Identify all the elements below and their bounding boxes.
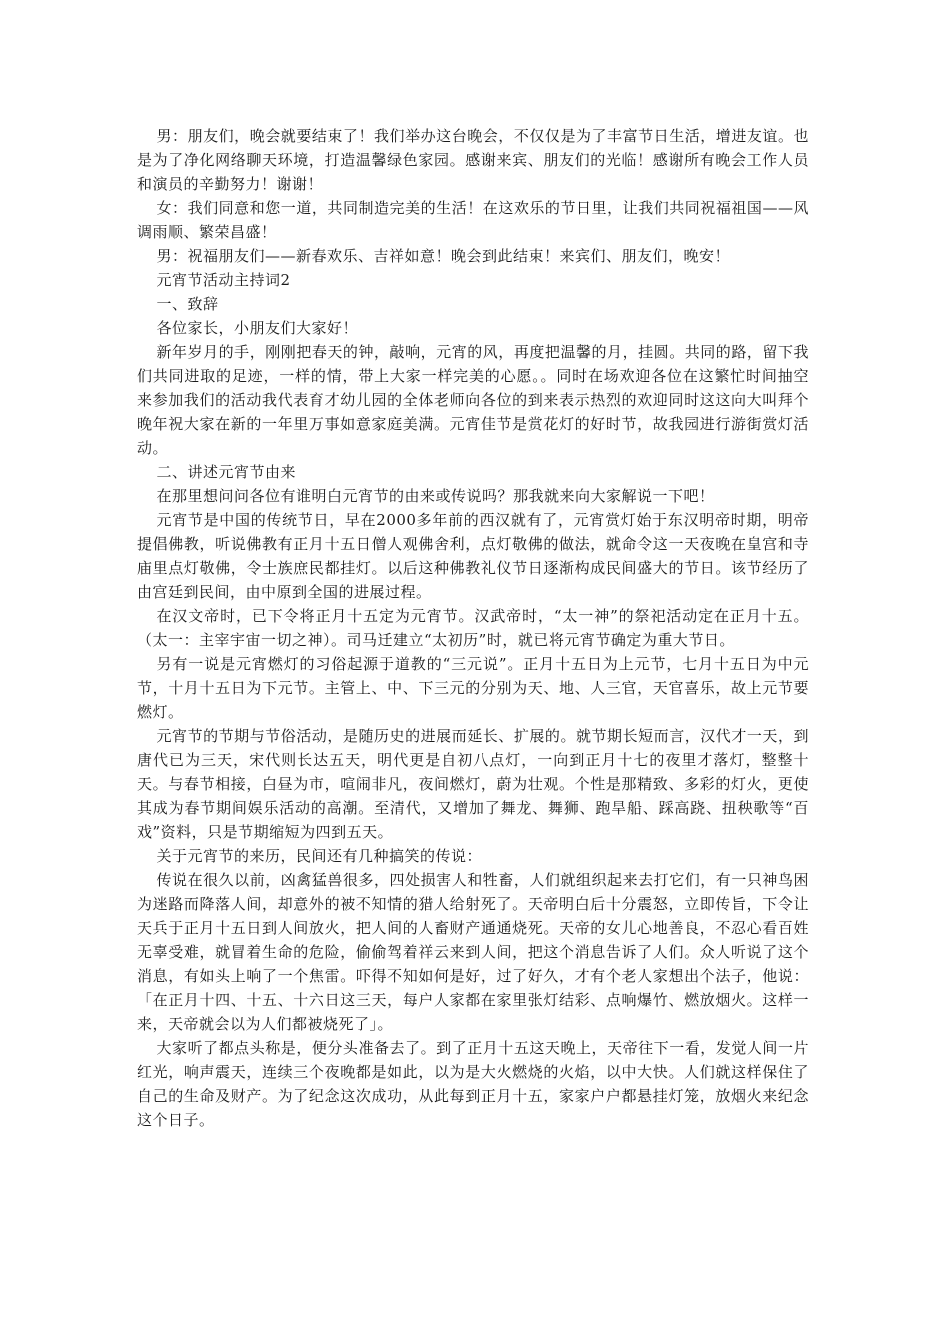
paragraph: 新年岁月的手，刚刚把春天的钟，敲响，元宵的风，再度把温馨的月，挂圆。共同的路，留下我们共同进取的足迹，一样的情，带上大家一样完美的心愿。。同时在场欢迎各位在这繁忙时间抽空来参加我们的活动我代表育才幼儿园的全体老师向各位的到来表示热烈的欢迎同时这这向大叫拜个晚年祝大家在新的一年里万事如意家庭美满。元宵佳节是赏花灯的好时节，故我园进行游街赏灯活动。 (137, 343, 809, 457)
paragraph: 关于元宵节的来历，民间还有几种搞笑的传说： (156, 847, 483, 865)
paragraph: 元宵节是中国的传统节日，早在2000多年前的西汉就有了，元宵赏灯始于东汉明帝时期，明帝提倡佛教，听说佛教有正月十五日僧人观佛舍利，点灯敬佛的做法，就命令这一天夜晚在皇宫和寺庙里点灯敬佛，令士族庶民都挂灯。以后这种佛教礼仪节日逐渐构成民间盛大的节日。该节经历了由宫廷到民间，由中原到全国的进展过程。 (137, 511, 809, 601)
section-heading: 二、讲述元宵节由来 (156, 463, 297, 481)
document-body (137, 124, 809, 1132)
paragraph: 男：祝福朋友们——新春欢乐、吉祥如意！晚会到此结束！来宾们、朋友们，晚安！ (156, 247, 731, 265)
paragraph: 男：朋友们，晚会就要结束了！我们举办这台晚会，不仅仅是为了丰富节日生活，增进友谊。也是为了净化网络聊天环境，打造温馨绿色家园。感谢来宾、朋友们的光临！感谢所有晚会工作人员和演员的辛勤努力！谢谢！ (137, 127, 809, 193)
paragraph: 女：我们同意和您一道，共同制造完美的生活！在这欢乐的节日里，让我们共同祝福祖国——风调雨顺、繁荣昌盛！ (137, 199, 809, 241)
section-heading: 一、致辞 (156, 295, 219, 313)
paragraph: 在那里想问问各位有谁明白元宵节的由来或传说吗？那我就来向大家解说一下吧！ (156, 487, 715, 505)
paragraph: 另有一说是元宵燃灯的习俗起源于道教的“三元说”。正月十五日为上元节，七月十五日为中元节，十月十五日为下元节。主管上、中、下三元的分别为天、地、人三官，天官喜乐，故上元节要燃灯。 (137, 655, 809, 721)
paragraph: 在汉文帝时，已下令将正月十五定为元宵节。汉武帝时，“太一神”的祭祀活动定在正月十五。（太一：主宰宇宙一切之神）。司马迁建立“太初历”时，就已将元宵节确定为重大节日。 (137, 607, 809, 649)
section-title: 元宵节活动主持词2 (156, 271, 291, 289)
paragraph: 大家听了都点头称是，便分头准备去了。到了正月十五这天晚上，天帝往下一看，发觉人间一片红光，响声震天，连续三个夜晚都是如此，以为是大火燃烧的火焰，以中大快。人们就这样保住了自己的生命及财产。为了纪念这次成功，从此每到正月十五，家家户户都悬挂灯笼，放烟火来纪念这个日子。 (137, 1039, 809, 1129)
paragraph: 传说在很久以前，凶禽猛兽很多，四处损害人和牲畜，人们就组织起来去打它们，有一只神鸟困为迷路而降落人间，却意外的被不知情的猎人给射死了。天帝明白后十分震怒，立即传旨，下令让天兵于正月十五日到人间放火，把人间的人畜财产通通烧死。天帝的女儿心地善良，不忍心看百姓无辜受难，就冒着生命的危险，偷偷驾着祥云来到人间，把这个消息告诉了人们。众人听说了这个消息，有如头上响了一个焦雷。吓得不知如何是好，过了好久，才有个老人家想出个法子，他说：「在正月十四、十五、十六日这三天，每户人家都在家里张灯结彩、点响爆竹、燃放烟火。这样一来，天帝就会以为人们都被烧死了」。 (137, 871, 809, 1033)
paragraph: 元宵节的节期与节俗活动，是随历史的进展而延长、扩展的。就节期长短而言，汉代才一天，到唐代已为三天，宋代则长达五天，明代更是自初八点灯，一向到正月十七的夜里才落灯，整整十天。与春节相接，白昼为市，喧闹非凡，夜间燃灯，蔚为壮观。个性是那精致、多彩的灯火，更使其成为春节期间娱乐活动的高潮。至清代，又增加了舞龙、舞狮、跑旱船、踩高跷、扭秧歌等“百戏”资料，只是节期缩短为四到五天。 (137, 727, 809, 841)
paragraph: 各位家长，小朋友们大家好！ (156, 319, 359, 337)
